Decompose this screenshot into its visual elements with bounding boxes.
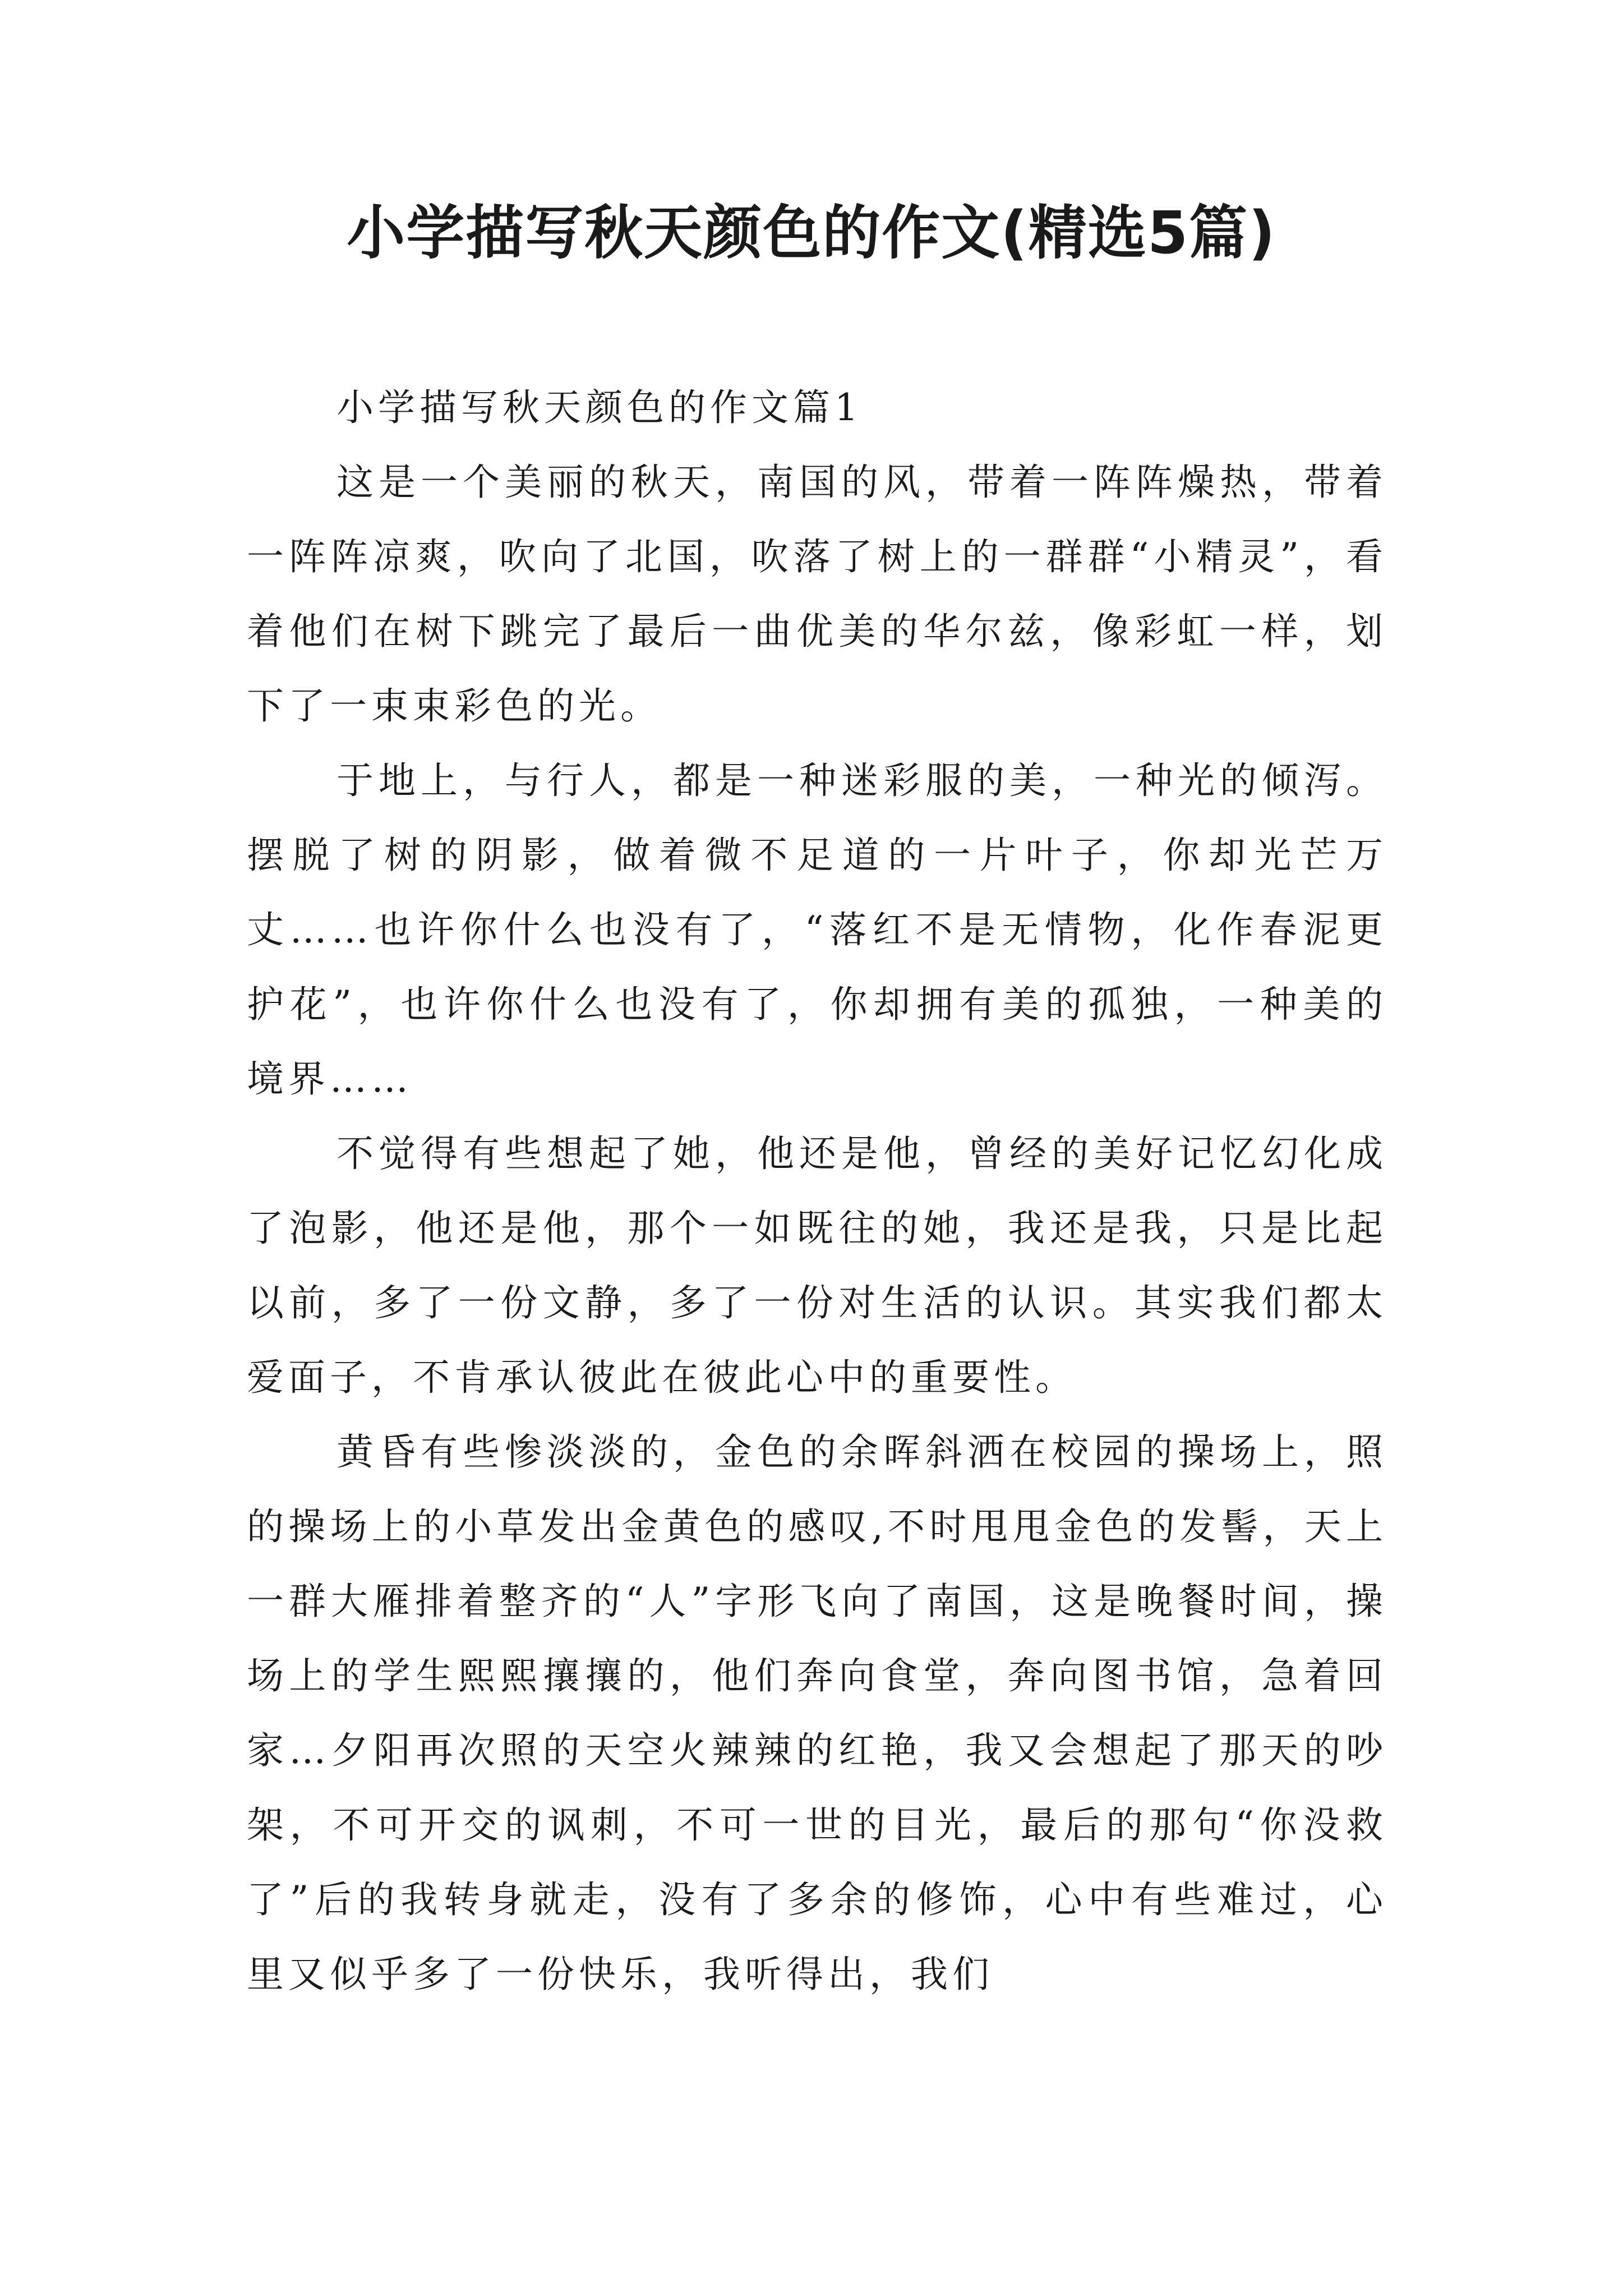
paragraph-1: 这是一个美丽的秋天，南国的风，带着一阵阵燥热，带着一阵阵凉爽，吹向了北国，吹落了树上的一群群“小精灵”，看着他们在树下跳完了最后一曲优美的华尔兹，像彩虹一样，划下了一束束彩色的光。 bbox=[247, 461, 1387, 728]
paragraph-4: 黄昏有些惨淡淡的，金色的余晖斜洒在校园的操场上，照的操场上的小草发出金黄色的感叹,不时甩甩金色的发髻，天上一群大雁排着整齐的“人”字形飞向了南国，这是晚餐时间，操场上的学生熙熙攘攘的，他们奔向食堂，奔向图书馆，急着回家…夕阳再次照的天空火辣辣的红艳，我又会想起了那天的吵架，不可开交的讽刺，不可一世的目光，最后的那句“你没救了”后的我转身就走，没有了多余的修饰，心中有些难过，心里又似乎多了一份快乐，我听得出，我们 bbox=[247, 1430, 1387, 1996]
paragraph-3: 不觉得有些想起了她，他还是他，曾经的美好记忆幻化成了泡影，他还是他，那个一如既往的她，我还是我，只是比起以前，多了一份文静，多了一份对生活的认识。其实我们都太爱面子，不肯承认彼此在彼此心中的重要性。 bbox=[247, 1132, 1387, 1399]
document-title: 小学描写秋天颜色的作文(精选5篇) bbox=[347, 199, 1276, 267]
section-heading: 小学描写秋天颜色的作文篇1 bbox=[336, 386, 863, 429]
document-body bbox=[247, 370, 1387, 2012]
paragraph-2: 于地上，与行人，都是一种迷彩服的美，一种光的倾泻。摆脱了树的阴影，做着微不足道的一片叶子，你却光芒万丈……也许你什么也没有了，“落红不是无情物，化作春泥更护花”，也许你什么也没有了，你却拥有美的孤独，一种美的境界…… bbox=[247, 759, 1387, 1101]
